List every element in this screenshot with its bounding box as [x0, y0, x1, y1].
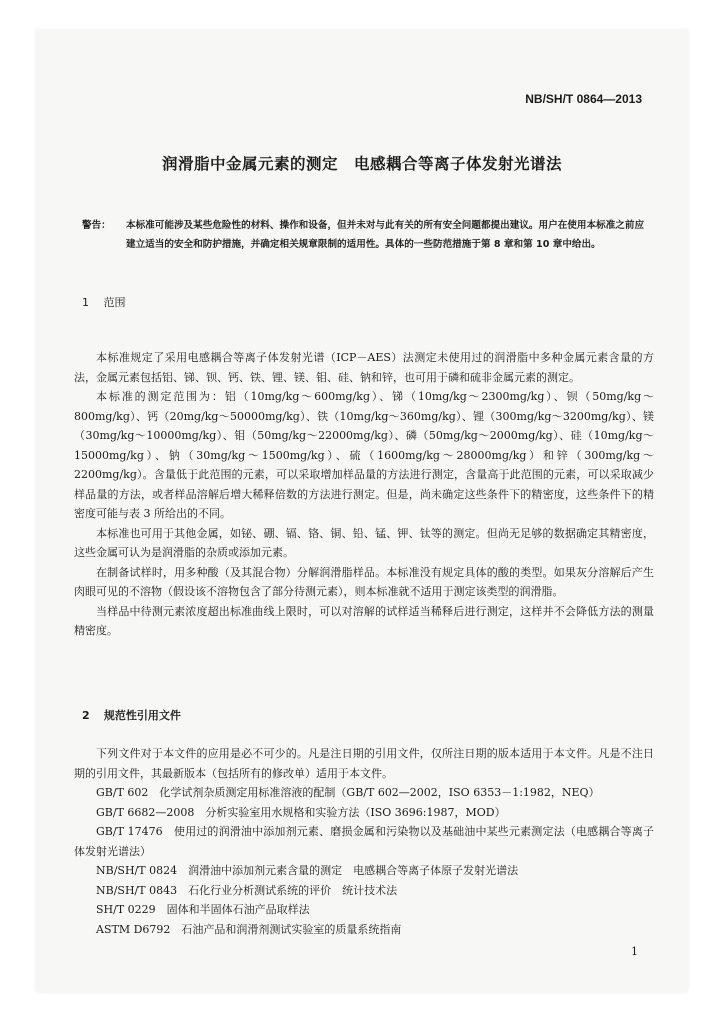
- reference-item: NB/SH/T 0843 石化行业分析测试系统的评价 统计技术法: [96, 883, 398, 897]
- section-1-heading: [82, 294, 126, 310]
- section-2-title: 规范性引用文件: [103, 709, 181, 722]
- paragraph: 下列文件对于本文件的应用是必不可少的。凡是注日期的引用文件，仅所注日期的版本适用于本文件。凡是不注日期的引用文件，其最新版本（包括所有的修改单）适用于本文件。: [74, 747, 654, 780]
- section-1-title: 范围: [103, 296, 126, 309]
- paragraph: 当样品中待测元素浓度超出标准曲线上限时，可以对溶解的试样适当稀释后进行测定，这样并不会降低方法的测量精密度。: [74, 604, 654, 637]
- section-2-body: [74, 744, 654, 939]
- page-number: 1: [631, 945, 638, 958]
- section-2-number: 2: [82, 709, 90, 722]
- document-number: NB/SH/T 0864—2013: [525, 92, 642, 106]
- paragraph: 本标准的测定范围为：铝（10mg/kg～600mg/kg）、锑（10mg/kg～2300mg/kg）、钡（50mg/kg～800mg/kg）、钙（20mg/kg～50000mg/kg）、铁（10mg/kg～360mg/kg）、锂（300mg/kg～3200mg/kg）、镁（30mg/kg～10000mg/kg）、钼（50mg/kg～22000mg/kg）、磷（50mg/kg～2000mg/kg）、硅（10mg/kg～15000mg/kg）、钠（30mg/kg～1500mg/kg）、硫（1600mg/kg～28000mg/kg）和锌（300mg/kg～2200mg/kg）。含量低于此范围的元素，可以采取增加样品量的方法进行测定，含量高于此范围的元素，可以采取减少样品量的方法，或者样品溶解后增大稀释倍数的方法进行测定。但是，尚未确定这些条件下的精密度，这些条件下的精密度可能与表 3 所给出的不同。: [74, 390, 654, 520]
- document-title: 润滑脂中金属元素的测定 电感耦合等离子体发射光谱法: [161, 155, 562, 173]
- reference-item: SH/T 0229 固体和半固体石油产品取样法: [96, 903, 310, 916]
- section-1-body: [74, 348, 654, 641]
- paragraph: 在制备试样时，用多种酸（及其混合物）分解润滑脂样品。本标准没有规定具体的酸的类型。如果灰分溶解后产生肉眼可见的不溶物（假设该不溶物包含了部分待测元素），则本标准就不适用于测定该类型的润滑脂。: [74, 565, 654, 598]
- reference-item: GB/T 6682—2008 分析实验室用水规格和实验方法（ISO 3696:1987，MOD）: [96, 805, 506, 819]
- section-1-number: 1: [82, 296, 89, 309]
- warning-label: 警告：: [82, 220, 111, 231]
- reference-item: GB/T 602 化学试剂杂质测定用标准溶液的配制（GB/T 602—2002，ISO 6353－1:1982，NEQ）: [96, 786, 600, 799]
- reference-item: ASTM D6792 石油产品和润滑剂测试实验室的质量系统指南: [96, 922, 402, 936]
- paragraph: 本标准规定了采用电感耦合等离子体发射光谱（ICP－AES）法测定未使用过的润滑脂中多种金属元素含量的方法，金属元素包括铝、锑、钡、钙、铁、锂、镁、钼、硅、钠和锌，也可用于磷和硫非金属元素的测定。: [74, 351, 654, 384]
- reference-item: NB/SH/T 0824 润滑油中添加剂元素含量的测定 电感耦合等离子体原子发射光谱法: [96, 864, 519, 877]
- reference-item: GB/T 17476 使用过的润滑油中添加剂元素、磨损金属和污染物以及基础油中某些元素测定法（电感耦合等离子体发射光谱法）: [74, 825, 654, 858]
- paragraph: 本标准也可用于其他金属，如铋、硼、镉、铬、铜、铅、锰、钾、钛等的测定。但尚无足够的数据确定其精密度，这些金属可认为是润滑脂的杂质或添加元素。: [74, 526, 654, 559]
- section-2-heading: [82, 707, 181, 723]
- warning-text: 本标准可能涉及某些危险性的材料、操作和设备，但并未对与此有关的所有安全问题都提出建议。用户在使用本标准之前应建立适当的安全和防护措施，并确定相关规章限制的适用性。具体的一些防范措施于第 8 章和第 10 章中给出。: [126, 220, 645, 250]
- warning-block: [82, 216, 652, 254]
